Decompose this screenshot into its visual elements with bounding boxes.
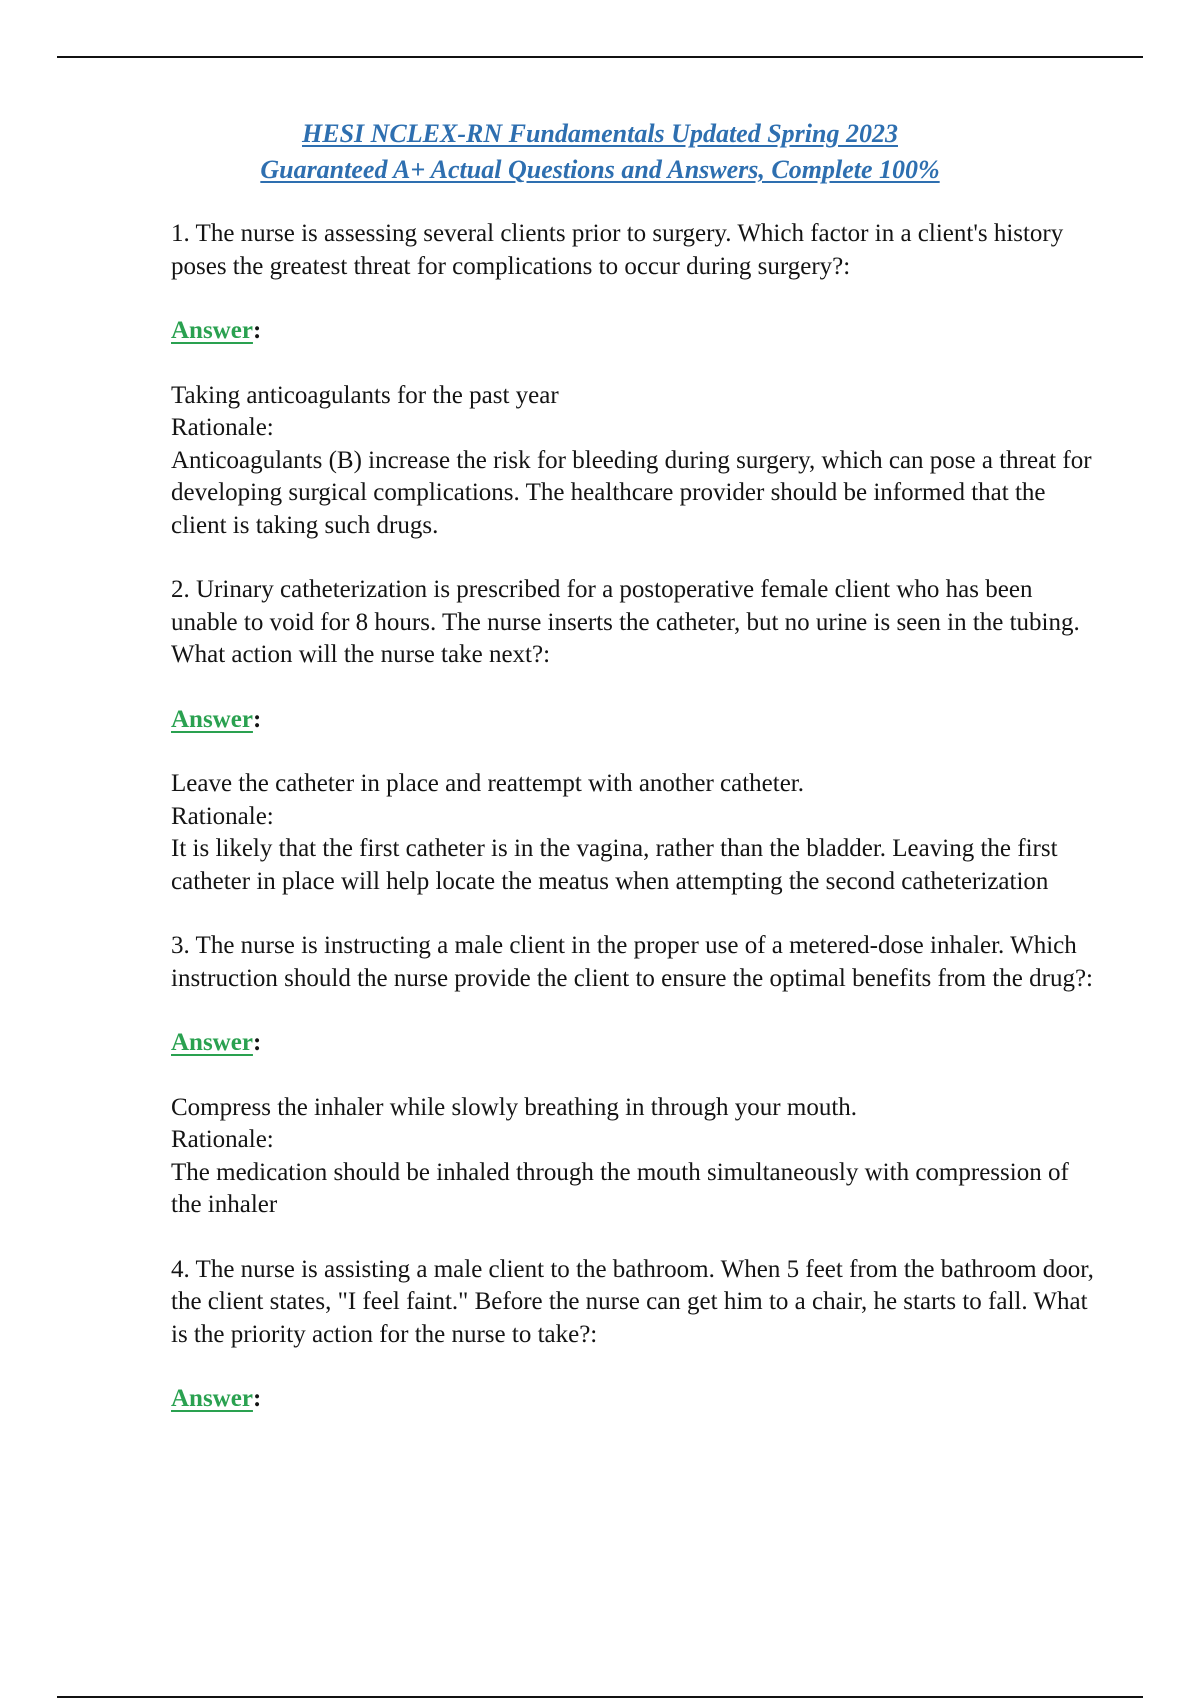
answer-colon: : <box>252 1029 262 1056</box>
bottom-rule <box>57 1696 1143 1698</box>
answer-colon: : <box>252 705 262 733</box>
answer-heading-1 <box>171 315 1101 348</box>
answer-text-2: Leave the catheter in place and reattempt with another catheter. <box>171 770 805 797</box>
rationale-label-1: Rationale: <box>171 414 274 441</box>
question-2: 2. Urinary catheterization is prescribed for a postoperative female client who has been unable to void for 8 hours. The nurse inserts the catheter, but no urine is seen in the tubing. What action will the nurse take next?: <box>171 576 1080 668</box>
rationale-text-2: It is likely that the first catheter is in the vagina, rather than the bladder. Leaving the first catheter in place will help locate the meatus when attempting the second catheterization <box>171 835 1058 895</box>
answer-label: Answer <box>171 1385 253 1412</box>
document-title <box>0 116 1200 188</box>
answer-label: Answer <box>171 317 253 344</box>
title-line-1: HESI NCLEX-RN Fundamentals Updated Spring 2023 <box>302 119 898 148</box>
answer-label: Answer <box>171 1029 253 1056</box>
top-rule <box>57 56 1143 58</box>
answer-heading-4 <box>171 1383 1101 1416</box>
answer-heading-3 <box>171 1027 1101 1060</box>
question-3: 3. The nurse is instructing a male client in the proper use of a metered-dose inhaler. Which instruction should the nurse provide the client to ensure the optimal benefits from the drug?: <box>171 932 1093 992</box>
rationale-text-3: The medication should be inhaled through the mouth simultaneously with compression of the inhaler <box>171 1158 1069 1218</box>
rationale-label-2: Rationale: <box>171 802 274 830</box>
answer-label: Answer <box>171 705 253 733</box>
rationale-label-3: Rationale: <box>171 1126 274 1153</box>
question-1: 1. The nurse is assessing several clients prior to surgery. Which factor in a client's history poses the greatest threat for complications to occur during surgery?: <box>171 220 1064 280</box>
answer-text-3: Compress the inhaler while slowly breathing in through your mouth. <box>171 1093 858 1121</box>
rationale-text-1: Anticoagulants (B) increase the risk for bleeding during surgery, which can pose a threat for developing surgical complications. The healthcare provider should be informed that the client is taking such drugs. <box>171 446 1092 539</box>
answer-colon: : <box>252 1385 262 1412</box>
title-line-2: Guaranteed A+ Actual Questions and Answers, Complete 100% <box>260 155 940 184</box>
answer-colon: : <box>252 317 262 344</box>
answer-heading-2 <box>171 704 1101 737</box>
question-4: 4. The nurse is assisting a male client to the bathroom. When 5 feet from the bathroom door, the client states, "I feel faint." Before the nurse can get him to a chair, he starts to fall. What is the priority action for the nurse to take?: <box>171 1255 1094 1348</box>
qa-content <box>171 218 1101 1448</box>
answer-text-1: Taking anticoagulants for the past year <box>171 381 559 409</box>
